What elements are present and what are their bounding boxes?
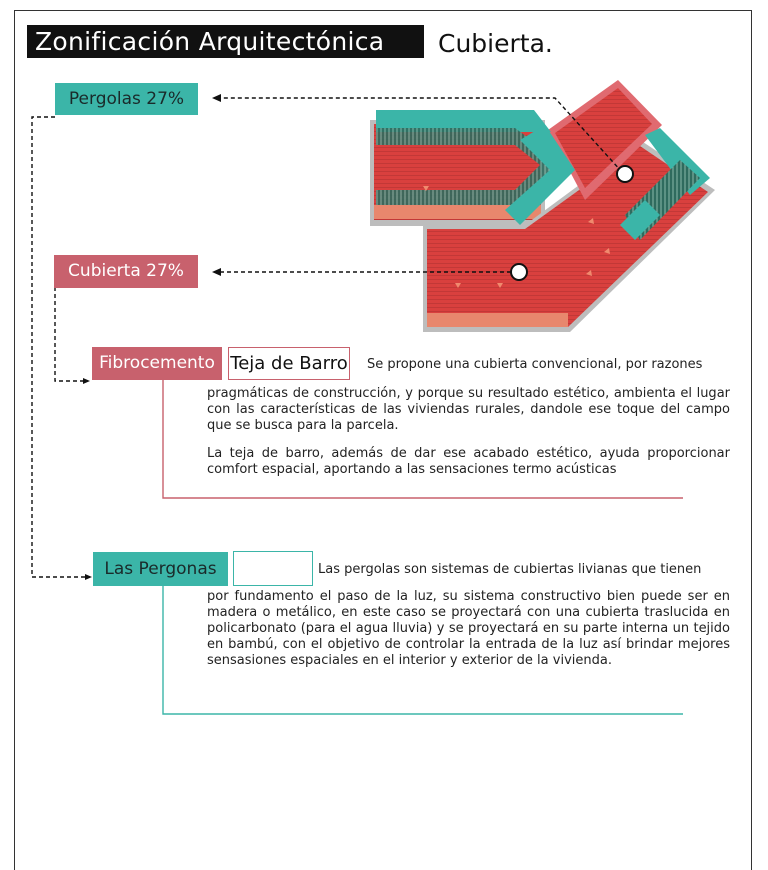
- marker-pergola: [617, 166, 633, 182]
- roof-paragraph-1: pragmáticas de construcción, y porque su resultado estético, ambienta el lugar con las características de las viviendas rurales, dandole ese toque del campo que se busca para la parcela.: [207, 386, 730, 433]
- pergolas-paragraph-1: por fundamento el paso de la luz, su sistema constructivo bien puede ser en madera o metálico, en este caso se proyectará con una cubierta traslucida en policarbonato (para el agua lluvia) y se proyectará en su parte interna un tejido en bambú, con el objetivo de controlar la entrada de la luz así brindar mejores sensasiones espaciales en el interior y exterior de la vivienda.: [207, 589, 730, 668]
- page-subtitle: Cubierta.: [438, 29, 553, 58]
- arrow-head-pergolas: [212, 94, 221, 102]
- las-pergonas-tag: Las Pergonas: [93, 552, 228, 586]
- arrow-head-las-pergonas: [85, 574, 92, 580]
- teja-de-barro-tag: Teja de Barro: [228, 347, 350, 380]
- arrow-head-cubierta: [212, 268, 221, 276]
- arrow-head-fibrocemento: [83, 378, 90, 384]
- page-title: Zonificación Arquitectónica: [27, 25, 424, 58]
- roof-lead-text: Se propone una cubierta convencional, por razones: [367, 357, 703, 372]
- roof-paragraph-2: La teja de barro, además de dar ese acabado estético, ayuda proporcionar comfort espacial, aportando a las sensaciones termo acústicas: [207, 446, 730, 477]
- pergolas-percentage-tag: Pergolas 27%: [55, 83, 198, 115]
- marker-cubierta: [511, 264, 527, 280]
- cubierta-percentage-tag: Cubierta 27%: [54, 255, 198, 288]
- fibrocemento-tag: Fibrocemento: [92, 347, 222, 380]
- pergolas-lead-text: Las pergolas son sistemas de cubiertas livianas que tienen: [318, 562, 702, 577]
- pergolas-empty-tag: [233, 551, 313, 586]
